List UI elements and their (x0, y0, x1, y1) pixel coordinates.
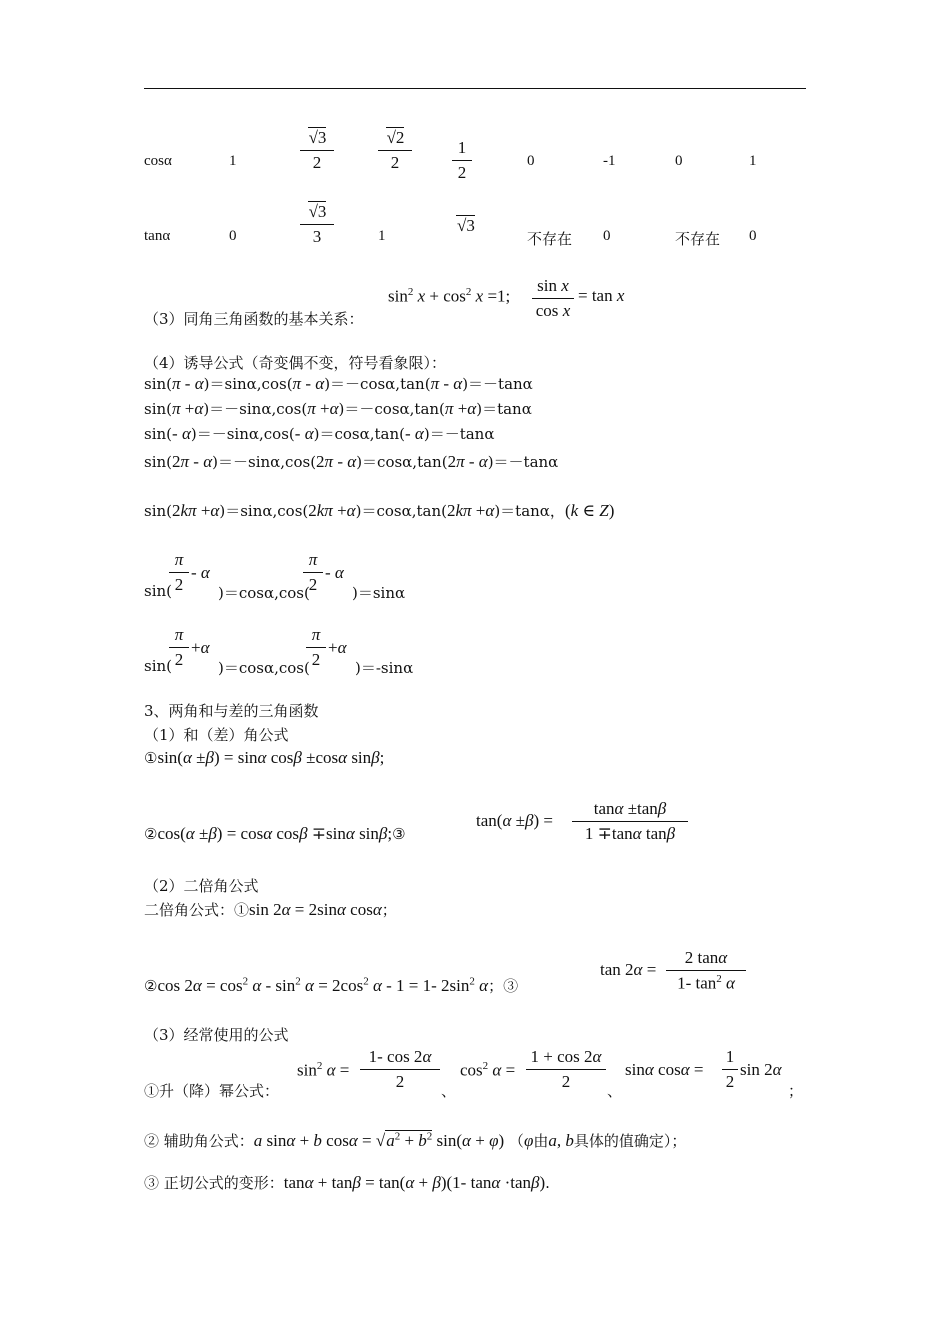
table-cell: 0 (749, 228, 757, 244)
fraction: $\frac{1 + \cos 2\alpha}{2}$ (526, 1047, 606, 1092)
fraction: $\frac{\pi}{2}$ (169, 550, 189, 595)
tan-formula: = tan x (578, 286, 625, 305)
fraction: $\frac{\tan\alpha \pm\tan\beta}{\text{1 ∓tanα tanβ}}$ (572, 799, 688, 844)
sin-sum-formula: ①sin(α ±β) = sinα cosβ ±cosα sinβ; (144, 748, 385, 767)
table-cell: 不存在 (675, 232, 721, 248)
tan-variant-formula: ③ 正切公式的变形：tanα + tanβ = tan(α + β)(1- tanα ·tanβ). (144, 1173, 550, 1192)
auxiliary-angle-formula: ② 辅助角公式：a sinα + b $\cos\alpha = √a^2 + b^2$ sin(α + φ) （φ由a, b具体的值确定）； (144, 1130, 687, 1150)
subsection-label: （3）经常使用的公式 (144, 1026, 289, 1044)
cos-double-formula: ②cos $2\alpha = \cos^2 \alpha - \sin^2 \alpha = 2\cos^2$ α - 1 = 1- $2\sin^2$ α；③ (144, 975, 519, 995)
fraction: $\frac{\text{sin x}}{\text{cos x}}$ (532, 276, 574, 321)
cos-row-label: cosα (144, 153, 172, 169)
table-cell: 0 (603, 228, 611, 244)
table-cell: 1 (378, 228, 386, 244)
table-cell: -1 (603, 153, 616, 169)
sin-double-formula: 二倍角公式：①sin 2α = 2sinα cosα； (144, 900, 397, 919)
subsection-label: （2）二倍角公式 (144, 877, 259, 895)
fraction: $\frac{√3}{3}$ (300, 202, 334, 247)
power-formula: $\cos^2 \alpha$ = (460, 1060, 516, 1080)
tan-double-formula: tan 2α = (600, 960, 657, 979)
fraction: $\frac{1}{2}$ (452, 138, 472, 183)
pythagorean-formula: $\sin^2 x + \cos^2 x =1$; (388, 286, 511, 306)
induction-line: )＝cosα,cos( (218, 584, 310, 602)
induction-line: sin(π +α)＝－sinα,cos(π +α)＝－cosα,tan(π +α)＝tanα (144, 399, 532, 418)
fraction: $\frac{1- \cos 2\alpha}{2}$ (360, 1047, 440, 1092)
fraction: $\frac{\pi}{2}$ (303, 550, 323, 595)
table-cell: 0 (675, 153, 683, 169)
induction-line: sin( (144, 657, 173, 675)
fraction: $\frac{\pi}{2}$ (306, 625, 326, 670)
induction-line: )＝sinα (352, 584, 406, 602)
tan-sum-formula: tan(α ±β) = (476, 811, 553, 830)
table-cell: 1 (749, 153, 757, 169)
induction-line: sin(π - α)＝sinα,cos(π - α)＝－cosα,tan(π - α)＝－tanα (144, 374, 533, 393)
table-cell: 不存在 (527, 232, 573, 248)
power-formula: sinα cosα = (625, 1060, 704, 1079)
induction-line: )＝cosα,cos( (218, 659, 310, 677)
tan-row-label: tanα (144, 228, 171, 244)
fraction: $\frac{1}{2}$ (722, 1047, 738, 1092)
induction-line: sin( (144, 582, 173, 600)
induction-line: )＝-sinα (355, 659, 414, 677)
subsection-label: （1）和（差）角公式 (144, 726, 289, 744)
section-3-label: （3）同角三角函数的基本关系： (144, 310, 364, 328)
header-rule (144, 88, 806, 89)
induction-line: sin(2π - α)＝－sinα,cos(2π - α)＝cosα,tan(2π - α)＝－tanα (144, 452, 559, 471)
induction-line: sin(2kπ +α)＝sinα,cos(2kπ +α)＝cosα,tan(2kπ +α)＝tanα，(k ∈ Z) (144, 501, 615, 520)
table-cell: 1 (229, 153, 237, 169)
fraction: $\frac{√2}{2}$ (378, 128, 412, 173)
fraction: $\frac{2 \tan\alpha}{1- \tan^2 \alpha}$ (666, 948, 746, 994)
induction-line: sin(- α)＝－sinα,cos(- α)＝cosα,tan(- α)＝－tanα (144, 424, 495, 443)
table-cell: 0 (229, 228, 237, 244)
fraction: $\frac{√3}{2}$ (300, 128, 334, 173)
power-formula-label: ①升（降）幂公式： (144, 1082, 280, 1100)
table-cell: 0 (527, 153, 535, 169)
fraction: $\frac{\pi}{2}$ (169, 625, 189, 670)
table-cell: √3 (457, 216, 475, 235)
section-title: 3、两角和与差的三角函数 (144, 702, 319, 720)
cos-sum-formula: ②cos(α ±β) = cosα cosβ ∓sinα sinβ;③ (144, 824, 406, 843)
section-4-label: （4）诱导公式（奇变偶不变，符号看象限）： (144, 354, 447, 372)
power-formula: $\sin^2 \alpha$ = (297, 1060, 350, 1080)
